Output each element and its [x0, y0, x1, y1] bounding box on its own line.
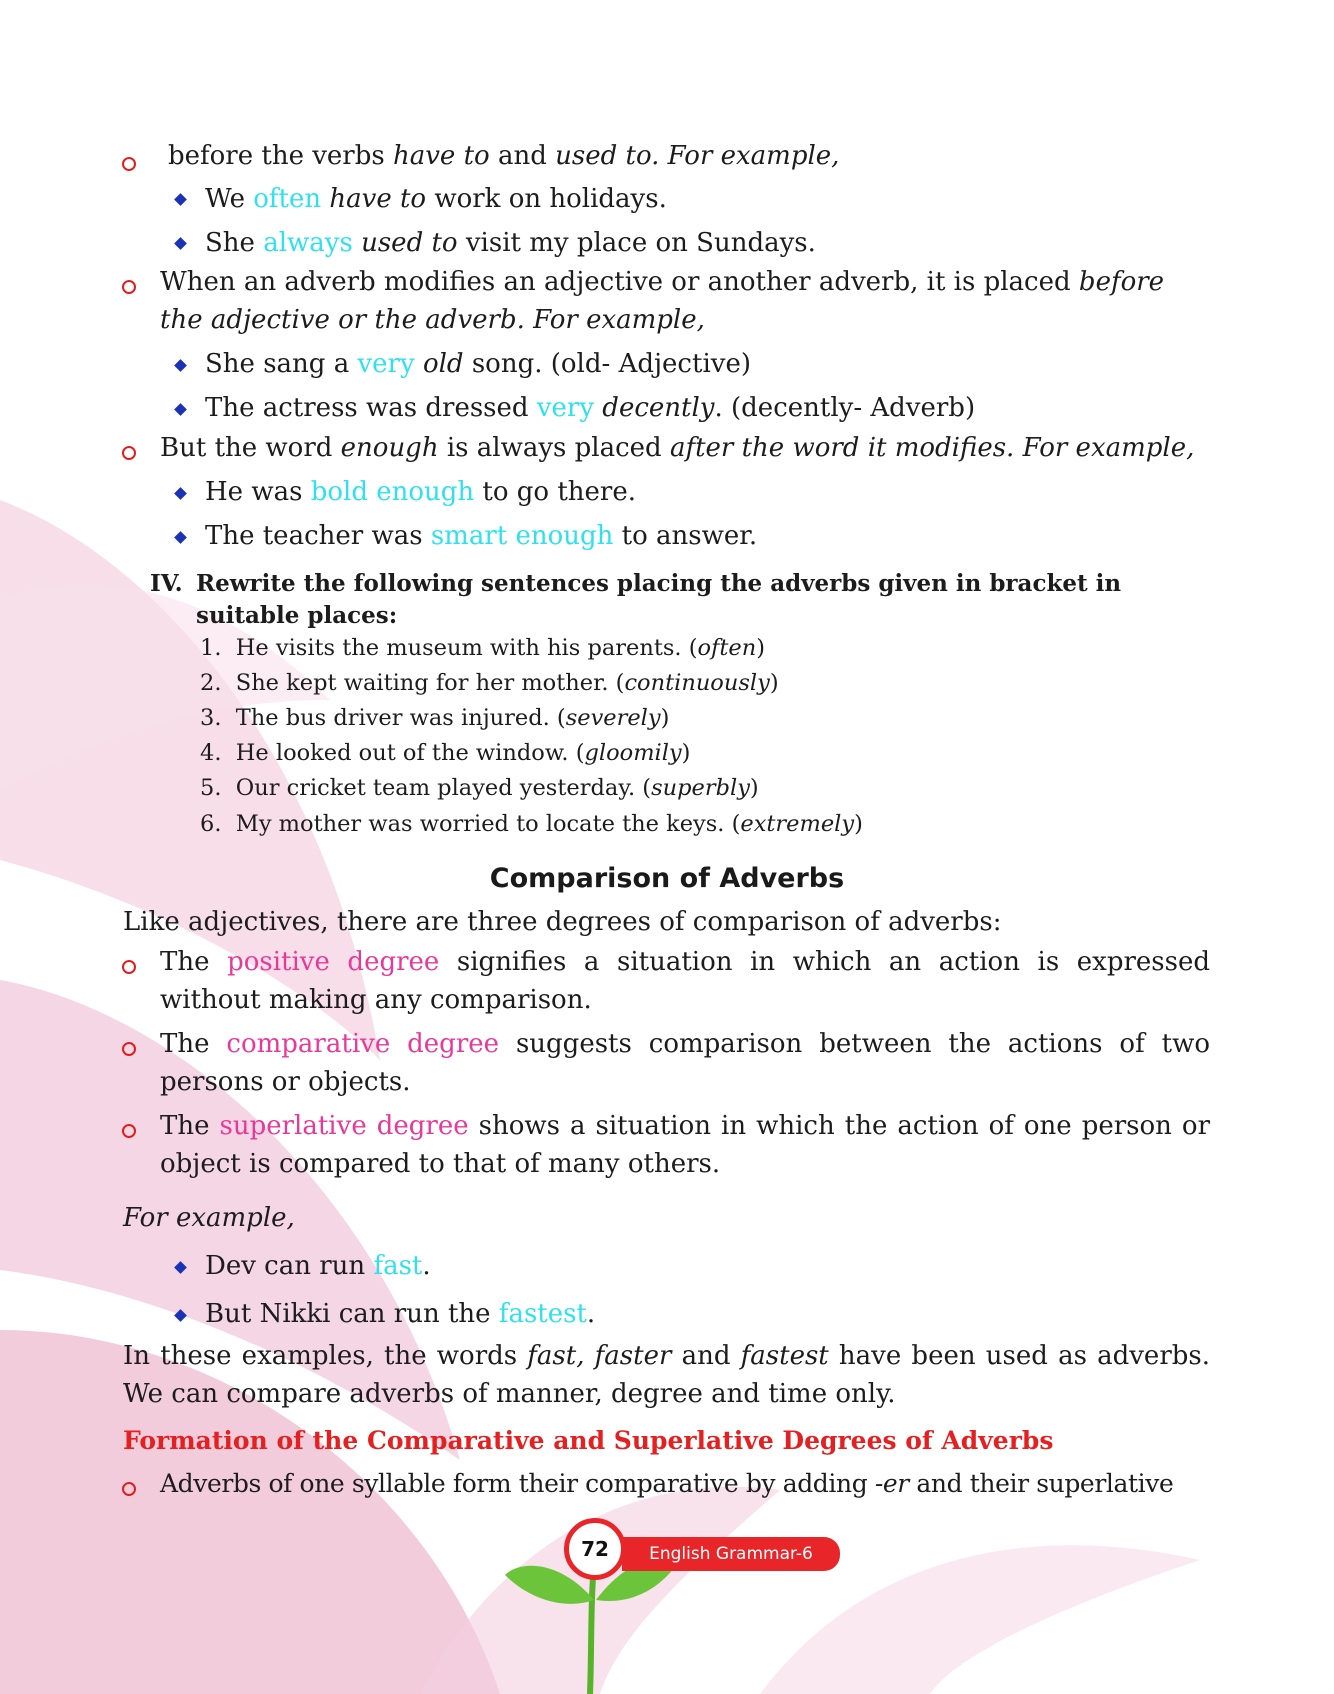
example-fast: Dev can run fast.: [205, 1251, 431, 1281]
diamond-bullet-icon: [174, 1309, 187, 1322]
bullet-ring-icon: [122, 1042, 136, 1056]
placement-rule-adjective: When an adverb modifies an adjective or another adverb, it is placed before the adjective or the adverb. For example,: [160, 267, 1165, 335]
exercise-item: 1. He visits the museum with his parents. (often): [200, 635, 766, 661]
exercise-instruction: Rewrite the following sentences placing the adverbs given in bracket in suitable places:: [196, 570, 1122, 629]
example-smart-enough: The teacher was smart enough to answer.: [205, 521, 758, 551]
bullet-ring-icon: [122, 1482, 136, 1496]
book-title-badge: English Grammar-6: [622, 1537, 840, 1571]
exercise-item: 6. My mother was worried to locate the keys. (extremely): [200, 811, 863, 837]
exercise-item: 3. The bus driver was injured. (severely): [200, 705, 670, 731]
bullet-ring-icon: [122, 157, 136, 171]
formation-rule-one-syllable: Adverbs of one syllable form their comparative by adding -er and their superlative: [160, 1469, 1174, 1498]
example-always: She always used to visit my place on Sundays.: [205, 228, 816, 258]
for-example-label: For example,: [123, 1203, 295, 1233]
exercise-item: 5. Our cricket team played yesterday. (superbly): [200, 775, 759, 801]
example-bold-enough: He was bold enough to go there.: [205, 477, 637, 507]
comparison-explanation: In these examples, the words fast, faster and fastest have been used as adverbs. We can compare adverbs of manner, degree and time only.: [123, 1341, 1210, 1409]
example-very-decently: The actress was dressed very decently. (decently- Adverb): [205, 393, 976, 423]
diamond-bullet-icon: [174, 487, 187, 500]
example-often: We often have to work on holidays.: [205, 184, 667, 214]
exercise-numeral: IV.: [150, 570, 183, 597]
page-number: 72: [564, 1518, 626, 1580]
diamond-bullet-icon: [174, 403, 187, 416]
bullet-ring-icon: [122, 1124, 136, 1138]
bullet-ring-icon: [122, 446, 136, 460]
comparative-degree-definition: The comparative degree suggests comparison between the actions of two persons or objects.: [160, 1029, 1210, 1097]
example-very-old: She sang a very old song. (old- Adjective): [205, 349, 751, 379]
superlative-degree-definition: The superlative degree shows a situation in which the action of one person or object is compared to that of many others.: [160, 1111, 1210, 1179]
exercise-item: 2. She kept waiting for her mother. (continuously): [200, 670, 779, 696]
exercise-item: 4. He looked out of the window. (gloomily): [200, 740, 691, 766]
positive-degree-definition: The positive degree signifies a situation in which an action is expressed without making any comparison.: [160, 947, 1210, 1015]
placement-rule-enough: But the word enough is always placed after the word it modifies. For example,: [160, 433, 1195, 463]
section-heading-comparison: Comparison of Adverbs: [489, 863, 845, 894]
diamond-bullet-icon: [174, 531, 187, 544]
diamond-bullet-icon: [174, 193, 187, 206]
comparison-intro: Like adjectives, there are three degrees of comparison of adverbs:: [123, 907, 1002, 937]
bullet-ring-icon: [122, 960, 136, 974]
diamond-bullet-icon: [174, 1261, 187, 1274]
section-heading-formation: Formation of the Comparative and Superlative Degrees of Adverbs: [123, 1426, 1054, 1455]
example-fastest: But Nikki can run the fastest.: [205, 1299, 596, 1329]
bullet-ring-icon: [122, 280, 136, 294]
placement-rule-have-to: before the verbs have to and used to. For example,: [168, 141, 840, 171]
diamond-bullet-icon: [174, 359, 187, 372]
diamond-bullet-icon: [174, 237, 187, 250]
